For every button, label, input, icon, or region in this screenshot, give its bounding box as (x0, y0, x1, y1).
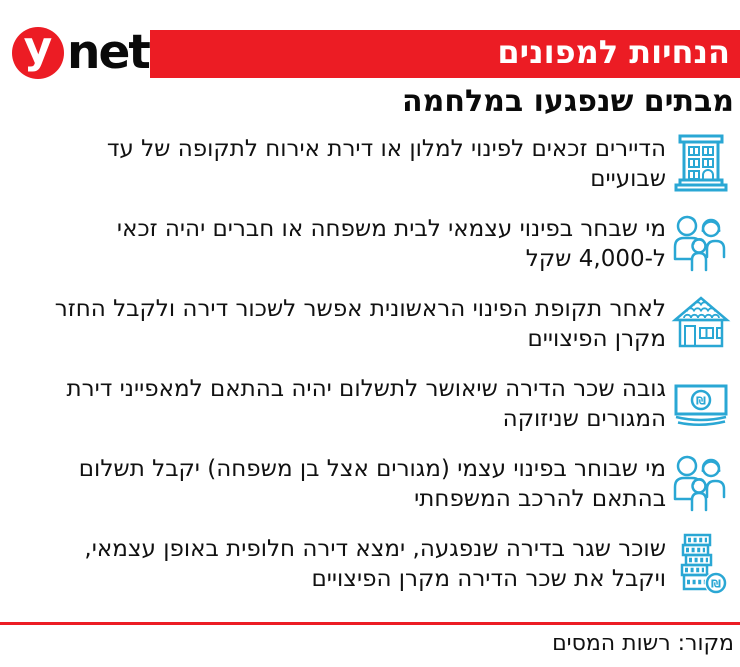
item-text: לאחר תקופת הפינוי הראשונית אפשר לשכור דירה ולקבל החזר מקרן הפיצויים (54, 296, 666, 352)
shekel-sign: ₪ (696, 394, 706, 408)
shekel-sign: ₪ (711, 577, 721, 591)
guideline-list (0, 131, 740, 611)
family-icon (666, 451, 736, 513)
banner-label: הנחיות למפונים (497, 33, 730, 71)
list-item (0, 211, 740, 291)
item-text: גובה שכר הדירה שיאושר לתשלום יהיה בהתאם למאפייני דירת המגורים שניזוקה (66, 376, 666, 432)
hotel-building-icon (666, 131, 736, 193)
item-text: שוכר שגר בדירה שנפגעה, ימצא דירה חלופית באופן עצמאי, ויקבל את שכר הדירה מקרן הפיצויים (84, 536, 666, 592)
banknotes-shekel-icon (666, 371, 736, 433)
ynet-logo (12, 22, 149, 80)
list-item (0, 291, 740, 371)
house-icon (666, 291, 736, 353)
banner (150, 30, 740, 78)
ynet-logo-y: y (23, 22, 53, 73)
page-title: מבתים שנפגעו במלחמה (402, 84, 734, 119)
item-text: הדיירים זכאים לפינוי למלון או דירת אירוח לתקופה של עד שבועיים (106, 136, 666, 192)
item-text: מי שבוחר בפינוי עצמי (מגורים אצל בן משפחה) יקבל תשלום בהתאם להרכב המשפחתי (78, 456, 666, 512)
list-item (0, 451, 740, 531)
ynet-logo-net: net (67, 25, 149, 80)
red-divider (0, 622, 740, 625)
family-icon (666, 211, 736, 273)
tower-shekel-icon (666, 531, 736, 597)
list-item (0, 131, 740, 211)
list-item (0, 371, 740, 451)
header (0, 0, 740, 78)
ynet-logo-circle (12, 22, 64, 79)
source-credit: מקור: רשות המסים (552, 631, 734, 656)
list-item (0, 531, 740, 611)
item-text: מי שבחר בפינוי עצמאי לבית משפחה או חברים יהיה זכאי ל-4,000 שקל (116, 216, 666, 272)
